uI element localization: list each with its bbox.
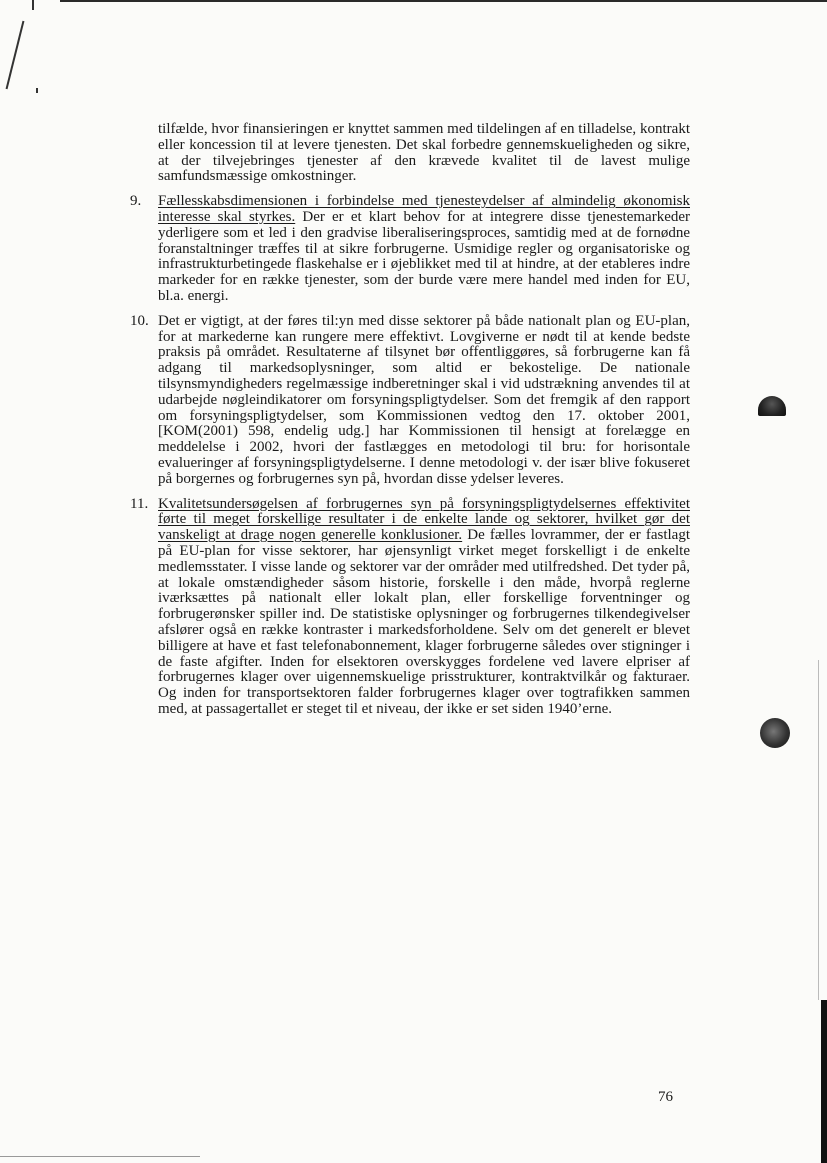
list-item-11 <box>130 497 690 718</box>
hole-punch-middle <box>760 718 790 748</box>
scan-right-edge <box>821 1000 827 1163</box>
item-underlined-heading: Kvalitetsundersøgelsen af forbrugernes syn på forsyningspligtydelsernes effektivitet førte til meget forskellige resultater i de enkelte lande og sektorer, hvilket gør det vanskeligt at drage nogen generelle konklusioner. <box>158 495 690 544</box>
scan-left-mark <box>6 21 25 89</box>
item-number: 11. <box>130 495 149 512</box>
item-text: Der er et klart behov for at integrere disse tjenestemarkeder yderligere som et led i den gradvise liberaliseringsproces, samtidig med at de fornødne foranstaltninger træffes til at sikre forbrugerne. Usmidige regler og organisatoriske og infrastrukturbetingede flaskehalse er i øjeblikket med til at hindre, at der etableres indre markeder for en række tjenester, som der burde være mere handel med inden for EU, bl.a. energi. <box>158 208 690 304</box>
item-text: De fælles lovrammer, der er fastlagt på EU-plan for visse sektorer, har øjensynligt virket meget forskelligt i de enkelte medlemsstater. I visse lande og sektorer var der områder med utilfredshed. Det tyder på, at lokale omstændigheder såsom historie, forskelle i den måde, hvorpå reglerne iværksættes på nationalt eller lokalt plan, eller forskellige forventninger og forbrugerønsker spiller ind. De statistiske oplysninger og forbrugernes tilkendegivelser afslører også en række kontraster i markedsforholdene. Selv om det generelt er blevet billigere at have et fast telefonabonnement, klager forbrugerne således over stigninger i de faste afgifter. Inden for elsektoren overskygges fordelene ved lavere elpriser af forbrugernes klager over uigennemskuelige prisstrukturer, kontraktvilkår og fakturaer. Og inden for transportsektoren falder forbrugernes klager over togtrafikken sammen med, at passagertallet er steget til et niveau, der ikke er set siden 1940’erne. <box>158 527 690 717</box>
scan-top-border <box>60 0 827 2</box>
item-underlined-heading: Fællesskabsdimensionen i forbindelse med tjenesteydelser af almindelig økonomisk interesse skal styrkes. <box>158 193 690 225</box>
item-body <box>158 314 690 488</box>
document-body <box>130 122 690 727</box>
scan-right-hairline <box>818 660 819 1000</box>
page-number: 76 <box>658 1089 673 1105</box>
scan-bottom-line <box>0 1156 200 1157</box>
scan-corner-mark <box>32 0 34 10</box>
item-number: 10. <box>130 312 149 329</box>
hole-punch-top <box>758 396 786 416</box>
list-item-10 <box>130 314 690 488</box>
list-item-9 <box>130 194 690 305</box>
item-number: 9. <box>130 193 142 210</box>
item-body <box>158 194 690 305</box>
continued-paragraph: tilfælde, hvor finansieringen er knyttet sammen med tildelingen af en tilladelse, kontrakt eller koncession til at levere tjenesten. Det skal forbedre gennemskueligheden og sikre, at der tilvejebringes tjenester af den krævede kvalitet til de lavest mulige samfundsmæssige omkostninger. <box>158 121 690 185</box>
item-body <box>158 497 690 718</box>
item-text: Det er vigtigt, at der føres til:yn med disse sektorer på både nationalt plan og EU-plan, for at markederne kan rungere mere effektivt. Lovgiverne er nødt til at kende bedste praksis på området. Resultaterne af tilsynet bør offentliggøres, så forbrugerne kan få adgang til markedsoplysninger, som altid er bekostelige. De nationale tilsynsmyndigheders regelmæssige indberetninger skal i vid udstrækning anvendes til at udarbejde nøgleindikatorer om forsyningspligtydelser. Som det fremgik af den rapport om forsyningspligtydelser, som Kommissionen vedtog den 17. oktober 2001, [KOM(2001) 598, endelig udg.] har Kommissionen til hensigt at forelægge en meddelelse i 2002, hvori der fastlægges en metodologi til bru: for horisontale evalueringer af forsyningspligtydelserne. I denne metodologi v. der især blive fokuseret på borgernes og forbrugernes syn på, hvordan disse ydelser leveres. <box>158 312 690 487</box>
scan-tick-mark <box>36 88 38 93</box>
